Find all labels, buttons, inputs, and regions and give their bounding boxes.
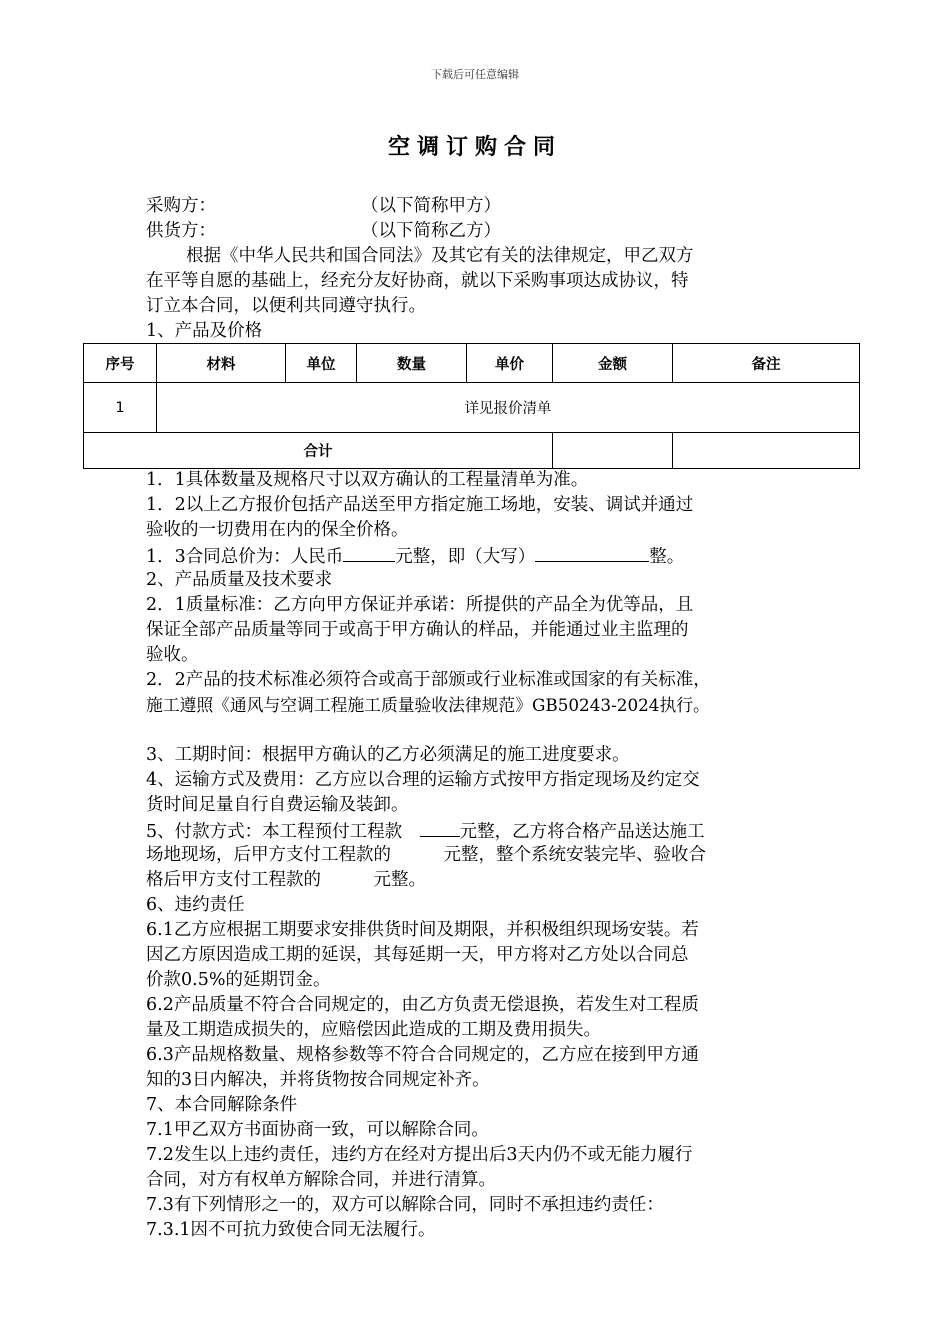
clause-text: 元整，乙方将合格产品送达施工 — [459, 822, 705, 842]
clause-line: 量及工期造成损失的，应赔偿因此造成的工期及费用损失。 — [146, 1020, 601, 1040]
clause-line: 验收的一切费用在内的保全价格。 — [146, 520, 409, 540]
intro-line: 在平等自愿的基础上，经充分友好协商，就以下采购事项达成协议，特 — [146, 271, 689, 291]
fill-blank[interactable] — [535, 543, 649, 562]
section-heading: 7、本合同解除条件 — [146, 1095, 298, 1115]
clause-line: 6.3产品规格数量、规格参数等不符合合同规定的，乙方应在接到甲方通 — [146, 1045, 699, 1065]
intro-line: 订立本合同，以便利共同遵守执行。 — [146, 296, 426, 316]
table-header: 单价 — [467, 344, 553, 383]
buyer-note: （以下简称甲方） — [361, 196, 501, 216]
fill-blank[interactable] — [420, 818, 460, 837]
clause-line: 货时间足量自行自费运输及装卸。 — [146, 795, 409, 815]
table-cell: 详见报价清单 — [157, 383, 860, 433]
clause-line: 2．1质量标准：乙方向甲方保证并承诺：所提供的产品全为优等品，且 — [146, 595, 694, 615]
clause-line: 格后甲方支付工程款的 元整。 — [146, 870, 426, 890]
clause-line — [146, 818, 826, 843]
clause-line: 验收。 — [146, 645, 199, 665]
clause-text: 5、付款方式：本工程预付工程款 — [146, 822, 420, 842]
document-title: 空调订购合同 — [387, 135, 562, 160]
clause-line: 2．2产品的技术标准必须符合或高于部颁或行业标准或国家的有关标准， — [146, 670, 711, 690]
total-label: 合计 — [84, 433, 553, 469]
clause-line: 1．1具体数量及规格尺寸以双方确认的工程量清单为准。 — [146, 470, 589, 490]
clause-text: 整。 — [649, 547, 685, 567]
section-heading: 1、产品及价格 — [146, 321, 263, 341]
spacer — [146, 718, 826, 743]
total-amount-cell — [553, 433, 673, 469]
table-total-row — [84, 433, 860, 469]
price-table — [83, 343, 860, 469]
total-note-cell — [673, 433, 860, 469]
fill-blank[interactable] — [343, 543, 395, 562]
clause-line — [146, 543, 826, 568]
clause-line: 6.1乙方应根据工期要求安排供货时间及期限，并积极组织现场安装。若 — [146, 920, 699, 940]
table-header: 备注 — [673, 344, 860, 383]
header-note: 下载后可任意编辑 — [431, 68, 519, 81]
table-header: 数量 — [357, 344, 467, 383]
table-header: 金额 — [553, 344, 673, 383]
clause-line: 7.2发生以上违约责任，违约方在经对方提出后3天内仍不或无能力履行 — [146, 1145, 693, 1165]
clause-line: 4、运输方式及费用：乙方应以合理的运输方式按甲方指定现场及约定交 — [146, 770, 700, 790]
supplier-note: （以下简称乙方） — [361, 221, 501, 241]
clause-line: 7.3有下列情形之一的，双方可以解除合同，同时不承担违约责任： — [146, 1195, 664, 1215]
clause-text: 元整，即（大写） — [395, 547, 536, 567]
clause-line: 价款0.5%的延期罚金。 — [146, 970, 331, 990]
table-header-row — [84, 344, 860, 383]
clause-line: 7.3.1因不可抗力致使合同无法履行。 — [146, 1220, 436, 1240]
intro-line: 根据《中华人民共和国合同法》及其它有关的法律规定，甲乙双方 — [186, 246, 694, 266]
section-heading: 2、产品质量及技术要求 — [146, 570, 333, 590]
buyer-label: 采购方： — [146, 196, 216, 216]
clause-line: 1．2以上乙方报价包括产品送至甲方指定施工场地，安装、调试并通过 — [146, 495, 694, 515]
clause-line: 场地现场，后甲方支付工程款的 元整，整个系统安装完毕、验收合 — [146, 845, 706, 865]
supplier-row — [146, 219, 826, 244]
clause-line: 因乙方原因造成工期的延误，其每延期一天，甲方将对乙方处以合同总 — [146, 945, 689, 965]
clause-line: 合同，对方有权单方解除合同，并进行清算。 — [146, 1170, 496, 1190]
section-heading: 3、工期时间：根据甲方确认的乙方必须满足的施工进度要求。 — [146, 745, 630, 765]
table-row — [84, 383, 860, 433]
clause-line: 6.2产品质量不符合合同规定的，由乙方负责无偿退换，若发生对工程质 — [146, 995, 699, 1015]
supplier-label: 供货方： — [146, 221, 216, 241]
table-header: 单位 — [286, 344, 357, 383]
clause-text: 1．3合同总价为：人民币 — [146, 547, 344, 567]
section-heading: 6、违约责任 — [146, 895, 245, 915]
buyer-row — [146, 194, 826, 219]
table-header: 材料 — [157, 344, 286, 383]
clause-line: 7.1甲乙双方书面协商一致，可以解除合同。 — [146, 1120, 489, 1140]
table-cell: 1 — [84, 383, 157, 433]
clause-line: 保证全部产品质量等同于或高于甲方确认的样品，并能通过业主监理的 — [146, 620, 689, 640]
clause-line: 知的3日内解决，并将货物按合同规定补齐。 — [146, 1070, 490, 1090]
contract-clauses — [146, 468, 826, 1243]
clause-line: 施工遵照《通风与空调工程施工质量验收法律规范》GB50243-2024执行。 — [146, 695, 710, 715]
table-header: 序号 — [84, 344, 157, 383]
contract-intro — [146, 194, 826, 344]
